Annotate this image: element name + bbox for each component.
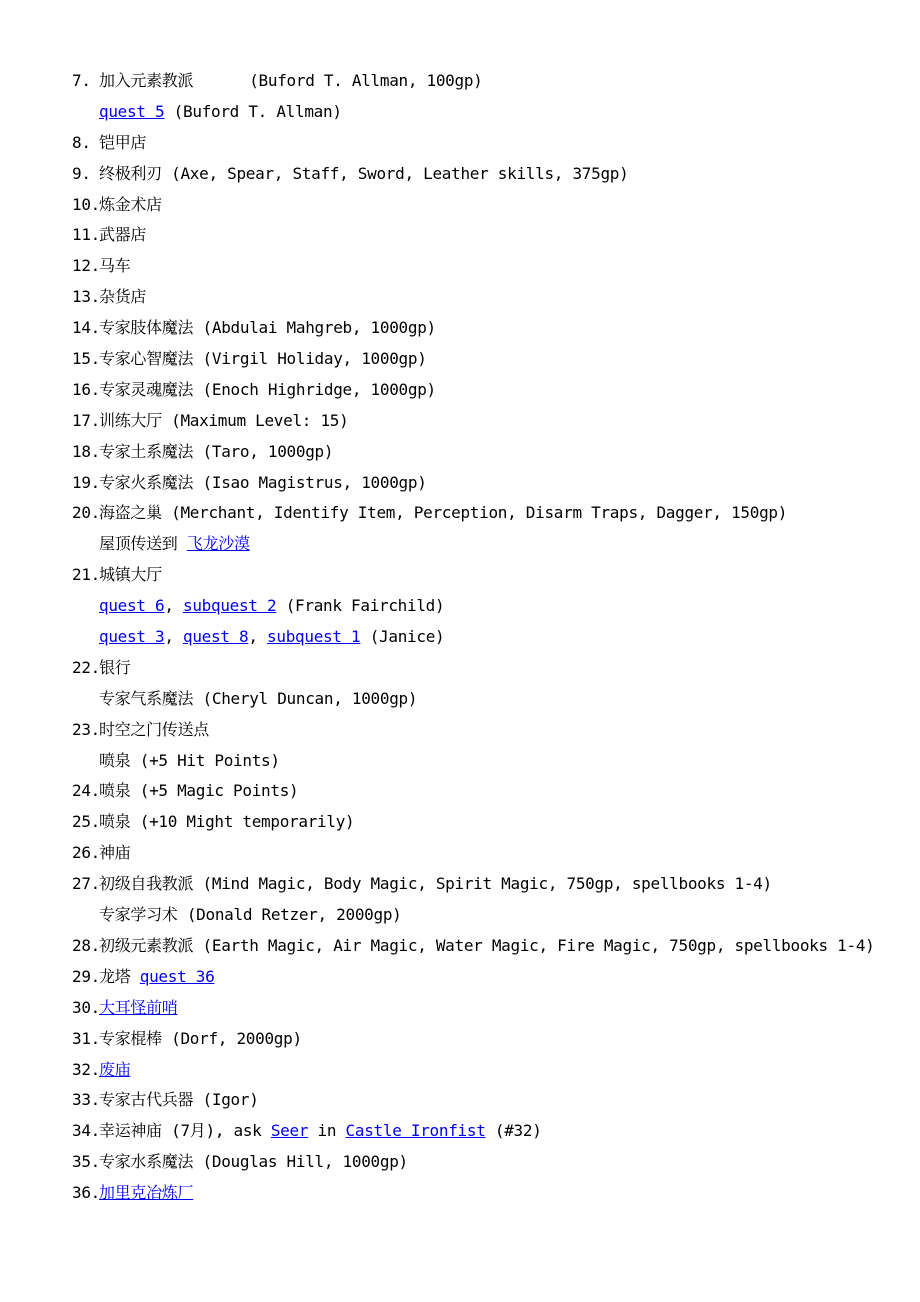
list-sub-item: [72, 900, 912, 931]
list-sub-item: [72, 591, 912, 622]
item-text: 马车: [99, 256, 131, 276]
item-number: 22.: [72, 657, 100, 677]
list-item: [72, 1085, 912, 1116]
list-item: [72, 1147, 912, 1178]
list-item: [72, 776, 912, 807]
item-number: 11.: [72, 225, 100, 245]
item-text: 专家肢体魔法 (Abdulai Mahgreb, 1000gp): [99, 318, 436, 338]
item-number: 27.: [72, 874, 100, 894]
item-text: 专家土系魔法 (Taro, 1000gp): [99, 441, 334, 461]
item-number: 14.: [72, 318, 100, 338]
list-item: [72, 962, 912, 993]
list-item: [72, 66, 912, 97]
item-text: 银行: [99, 657, 131, 677]
item-text: 专家古代兵器 (Igor): [99, 1090, 259, 1110]
item-text: 喷泉 (+5 Magic Points): [99, 781, 299, 801]
hyperlink[interactable]: subquest 1: [267, 627, 361, 647]
list-item: [72, 375, 912, 406]
list-item: [72, 869, 912, 900]
item-text: 训练大厅 (Maximum Level: 15): [99, 410, 349, 430]
item-text: 城镇大厅: [99, 565, 162, 585]
item-text: 龙塔: [99, 966, 140, 986]
item-number: 9.: [72, 163, 91, 183]
item-text: 神庙: [99, 843, 131, 863]
hyperlink[interactable]: 加里克冶炼厂: [99, 1183, 194, 1203]
item-text: ,: [164, 596, 184, 616]
item-text: 杂货店: [99, 287, 147, 307]
item-text: 专家棍棒 (Dorf, 2000gp): [99, 1028, 302, 1048]
item-text: 幸运神庙 (7月), ask: [99, 1121, 271, 1141]
hyperlink[interactable]: subquest 2: [183, 596, 277, 616]
hyperlink[interactable]: 飞龙沙漠: [186, 534, 250, 554]
item-text: ,: [164, 627, 184, 647]
item-number: 16.: [72, 379, 100, 399]
item-number: 34.: [72, 1121, 100, 1141]
item-text: ,: [248, 627, 268, 647]
list-item: [72, 313, 912, 344]
item-number: 12.: [72, 256, 100, 276]
item-number: 25.: [72, 812, 100, 832]
item-number: 10.: [72, 194, 100, 214]
item-number: 15.: [72, 349, 100, 369]
list-sub-item: [72, 746, 912, 777]
item-number: 35.: [72, 1152, 100, 1172]
item-text: 专家水系魔法 (Douglas Hill, 1000gp): [99, 1152, 408, 1172]
item-text: 喷泉 (+5 Hit Points): [99, 750, 280, 770]
item-text: 终极利刃 (Axe, Spear, Staff, Sword, Leather skills, 375gp): [99, 163, 629, 183]
hyperlink[interactable]: quest 6: [99, 596, 165, 616]
item-number: 7.: [72, 71, 91, 90]
item-text: (#32): [485, 1121, 542, 1141]
list-item: [72, 498, 912, 529]
item-text: (Buford T. Allman): [164, 101, 342, 121]
item-number: 20.: [72, 503, 100, 523]
list-item: [72, 1116, 912, 1147]
hyperlink[interactable]: quest 3: [99, 627, 165, 647]
item-text: in: [308, 1121, 346, 1141]
item-text: 初级元素教派 (Earth Magic, Air Magic, Water Magic, Fire Magic, 750gp, spellbooks 1-4): [99, 935, 875, 955]
list-item: [72, 993, 912, 1024]
item-text: 喷泉 (+10 Might temporarily): [99, 812, 355, 832]
list-item: [72, 838, 912, 869]
list-item: [72, 715, 912, 746]
item-number: 36.: [72, 1183, 100, 1203]
item-number: 30.: [72, 997, 100, 1017]
item-number: 29.: [72, 966, 100, 986]
hyperlink[interactable]: quest 8: [183, 627, 249, 647]
list-item: [72, 220, 912, 251]
item-number: 23.: [72, 719, 100, 739]
item-text: (Janice): [360, 627, 445, 647]
list-item: [72, 1055, 912, 1086]
list-item: [72, 560, 912, 591]
list-item: [72, 128, 912, 159]
item-number: 28.: [72, 935, 100, 955]
item-text: 专家学习术 (Donald Retzer, 2000gp): [99, 905, 402, 925]
list-item: [72, 437, 912, 468]
item-text: 专家灵魂魔法 (Enoch Highridge, 1000gp): [99, 379, 436, 399]
item-text: (Frank Fairchild): [276, 596, 445, 616]
hyperlink[interactable]: 废庙: [99, 1059, 131, 1079]
list-item: [72, 1024, 912, 1055]
list-item: [72, 344, 912, 375]
item-number: 13.: [72, 287, 100, 307]
item-number: 21.: [72, 565, 100, 585]
list-sub-item: [72, 529, 912, 560]
list-item: [72, 1178, 912, 1209]
item-text: 专家火系魔法 (Isao Magistrus, 1000gp): [99, 472, 427, 492]
list-item: [72, 251, 912, 282]
list-item: [72, 807, 912, 838]
hyperlink[interactable]: quest 36: [139, 966, 215, 986]
list-sub-item: [72, 622, 912, 653]
item-number: 33.: [72, 1090, 100, 1110]
item-text: 海盗之巢 (Merchant, Identify Item, Perception, Disarm Traps, Dagger, 150gp): [99, 503, 788, 523]
hyperlink[interactable]: quest 5: [99, 101, 165, 121]
item-number: 18.: [72, 441, 100, 461]
list-item: [72, 159, 912, 190]
list-item: [72, 468, 912, 499]
item-text: 初级自我教派 (Mind Magic, Body Magic, Spirit Magic, 750gp, spellbooks 1-4): [99, 874, 772, 894]
item-number: 24.: [72, 781, 100, 801]
hyperlink[interactable]: Seer: [270, 1121, 309, 1141]
item-text: 加入元素教派 (Buford T. Allman, 100gp): [99, 71, 483, 90]
hyperlink[interactable]: Castle Ironfist: [345, 1121, 486, 1141]
item-number: 19.: [72, 472, 100, 492]
item-text: 铠甲店: [99, 132, 147, 152]
item-number: 26.: [72, 843, 100, 863]
list-item: [72, 931, 912, 962]
list-sub-item: [72, 684, 912, 715]
list-item: [72, 282, 912, 313]
document-body: [72, 66, 912, 1209]
hyperlink[interactable]: 大耳怪前哨: [99, 997, 178, 1017]
list-item: [72, 653, 912, 684]
item-text: 专家心智魔法 (Virgil Holiday, 1000gp): [99, 349, 427, 369]
list-item: [72, 190, 912, 221]
item-number: 32.: [72, 1059, 100, 1079]
item-text: 炼金术店: [99, 194, 162, 214]
item-text: 屋顶传送到: [99, 534, 187, 554]
item-number: 17.: [72, 410, 100, 430]
item-text: 武器店: [99, 225, 147, 245]
item-number: 31.: [72, 1028, 100, 1048]
item-text: 时空之门传送点: [99, 719, 209, 739]
item-text: 专家气系魔法 (Cheryl Duncan, 1000gp): [99, 688, 418, 708]
item-number: 8.: [72, 132, 91, 152]
list-item: [72, 406, 912, 437]
list-sub-item: [72, 97, 912, 128]
